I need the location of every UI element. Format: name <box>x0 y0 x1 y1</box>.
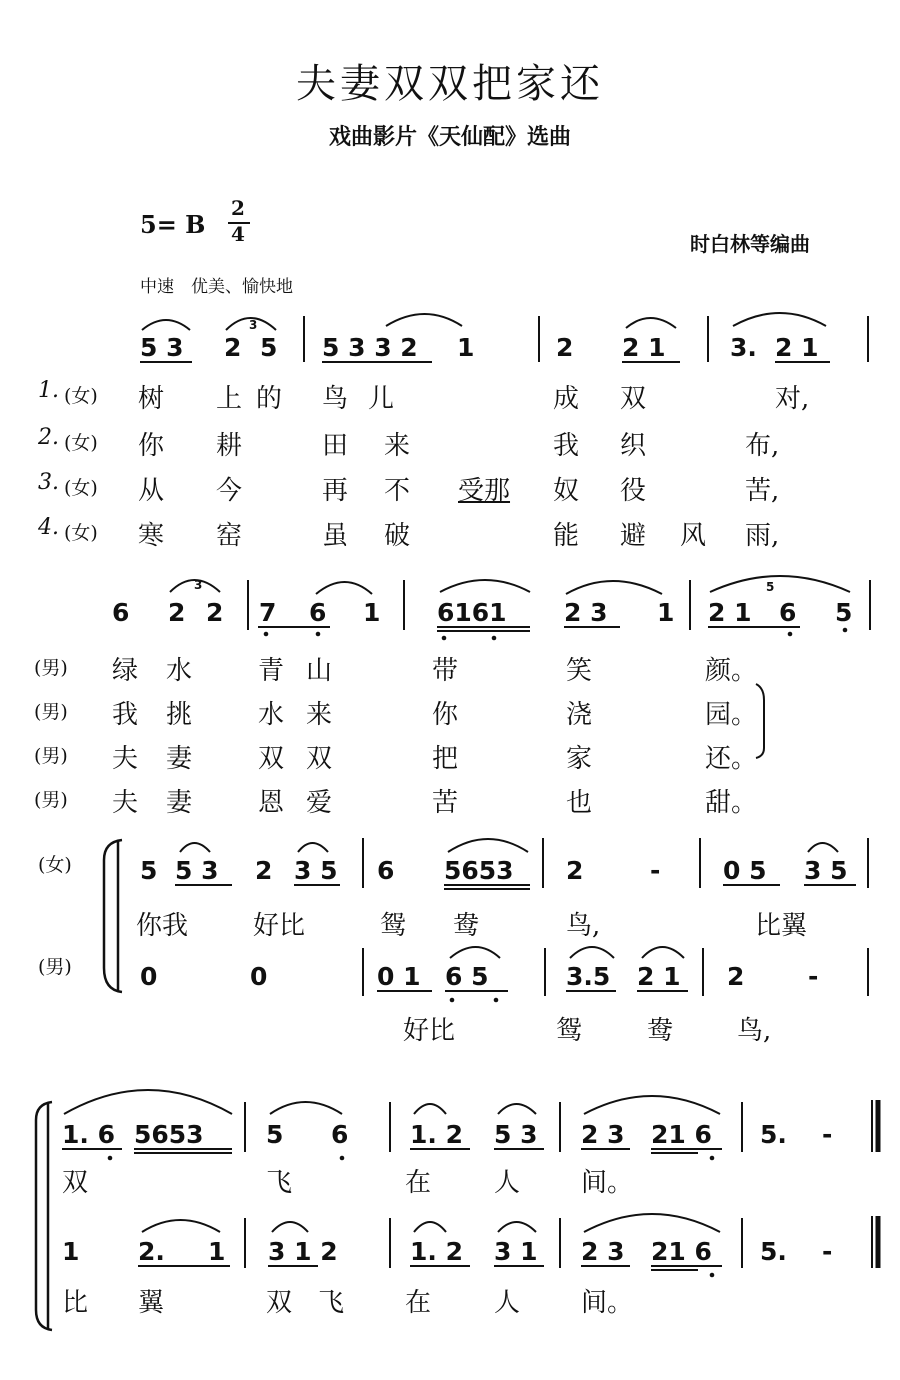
note-group: 1 <box>457 333 475 362</box>
lyric: 今 <box>216 476 243 506</box>
lyric: 苦 <box>432 788 459 818</box>
note-group: 6161 <box>437 598 507 627</box>
lyric: 好比 <box>253 911 306 941</box>
lyric: 挑 <box>166 700 193 730</box>
grace-note: 3 <box>249 318 258 332</box>
barlines <box>363 838 868 996</box>
note-group: 2 1 <box>775 333 819 362</box>
lyric: 颜。 <box>705 656 758 686</box>
note-group: 6 <box>779 598 797 627</box>
note-group: 21 6 <box>651 1237 712 1266</box>
note-group: 6 5 <box>445 962 489 991</box>
voice-role: (女) <box>64 432 98 454</box>
lyric: 妻 <box>166 788 193 818</box>
lyric: 成 <box>553 384 580 414</box>
system-brace <box>104 840 122 992</box>
note-group: 2. <box>138 1237 165 1266</box>
composer: 时白林等编曲 <box>690 232 810 256</box>
verse-number: 1. <box>38 378 59 403</box>
lyric: 园。 <box>705 700 758 730</box>
lyric: 还。 <box>705 744 758 774</box>
note-group: 2 <box>206 598 224 627</box>
note-group: 2 1 <box>622 333 666 362</box>
lyric: 雨, <box>745 521 780 551</box>
barlines <box>304 316 868 362</box>
beam-lines <box>258 627 800 631</box>
lyric: 浇 <box>566 700 593 730</box>
lyric: 鸯 <box>647 1016 674 1046</box>
lyric: 山 <box>306 656 333 686</box>
verse-number: 4. <box>38 515 59 540</box>
time-signature-top: 2 <box>231 196 245 220</box>
note-group: 21 6 <box>651 1120 712 1149</box>
lyric: 对, <box>775 384 810 414</box>
lyric: 带 <box>432 656 459 686</box>
lyric: 人 <box>494 1168 521 1198</box>
lyric: 鸟 <box>322 384 349 414</box>
lyric: 翼 <box>138 1288 165 1318</box>
lyric: 风 <box>680 521 707 551</box>
lyric: 笑 <box>566 656 593 686</box>
note-group: 5 3 <box>494 1120 538 1149</box>
note-group: 6 <box>331 1120 349 1149</box>
song-subtitle: 戏曲影片《天仙配》选曲 <box>328 124 571 150</box>
lyric: 苦, <box>745 476 780 506</box>
lyric: 寒 <box>138 521 165 551</box>
verse-number: 2. <box>38 425 59 450</box>
lyric: 也 <box>566 788 593 818</box>
lyric: 夫 <box>112 788 139 818</box>
lyric: 飞 <box>318 1288 345 1318</box>
lyric: 在 <box>405 1168 432 1198</box>
lyric: 从 <box>138 476 165 506</box>
note-group: 3 5 <box>804 856 848 885</box>
lyric: 间。 <box>581 1288 634 1318</box>
note-group: 3 1 <box>494 1237 538 1266</box>
note-group: - <box>650 856 661 885</box>
note-group: 5 <box>835 598 853 627</box>
note-group: 2 <box>224 333 242 362</box>
note-group: 5 3 3 2 <box>322 333 418 362</box>
lyric: 避 <box>620 521 647 551</box>
voice-role: (男) <box>38 956 72 978</box>
note-group: 5 <box>266 1120 284 1149</box>
lyric: 鸳 <box>556 1016 583 1046</box>
lyric: 恩 <box>258 788 285 818</box>
note-group: 1 <box>363 598 381 627</box>
lyric: 树 <box>138 384 165 414</box>
key-signature: 5= B <box>140 210 206 239</box>
slurs <box>180 839 838 958</box>
lyric: 虽 <box>322 521 349 551</box>
lyric: 比翼 <box>755 911 808 941</box>
note-group: - <box>808 962 819 991</box>
note-group: 2 1 <box>708 598 752 627</box>
note-group: 2 <box>566 856 584 885</box>
lyric: 双 <box>306 744 333 774</box>
note-group: 5653 <box>134 1120 204 1149</box>
lyric: 役 <box>620 476 647 506</box>
note-group: 6 <box>377 856 395 885</box>
lyric: 水 <box>258 700 285 730</box>
lyric: 儿 <box>368 384 395 414</box>
note-group: 0 1 <box>377 962 421 991</box>
note-group: 1 <box>657 598 675 627</box>
octave-dots <box>450 998 499 1003</box>
note-group: 2 <box>727 962 745 991</box>
lyric: 田 <box>322 431 349 461</box>
lyric: 来 <box>384 431 411 461</box>
lyric: 来 <box>306 700 333 730</box>
note-group: - <box>822 1120 833 1149</box>
lyric: 再 <box>322 476 349 506</box>
slurs <box>170 576 850 594</box>
lyric: 青 <box>258 656 285 686</box>
lyric: 双 <box>258 744 285 774</box>
lyric: 夫 <box>112 744 139 774</box>
voice-role: (女) <box>64 477 98 499</box>
lyric: 飞 <box>266 1168 293 1198</box>
note-group: 5. <box>760 1120 787 1149</box>
verse-bracket <box>756 684 764 758</box>
grace-note: 5 <box>766 580 775 594</box>
lyric: 奴 <box>553 476 580 506</box>
lyric: 不 <box>384 476 411 506</box>
note-group: 7 <box>259 598 277 627</box>
lyric: 间。 <box>581 1168 634 1198</box>
note-group: 3 1 2 <box>268 1237 338 1266</box>
lyric: 水 <box>166 656 193 686</box>
time-signature-bottom: 4 <box>231 222 245 246</box>
note-group: 5 <box>260 333 278 362</box>
lyric: 比 <box>62 1288 89 1318</box>
grace-note: 3 <box>194 578 203 592</box>
lyric: 上 <box>216 384 243 414</box>
lyric: 鸟, <box>566 911 601 941</box>
note-group: 2 <box>168 598 186 627</box>
beam-lines <box>62 1149 722 1270</box>
note-group: 2 1 <box>637 962 681 991</box>
note-group: 2 3 <box>581 1237 625 1266</box>
note-group: 1 <box>208 1237 226 1266</box>
lyric: 甜。 <box>705 788 758 818</box>
note-group: 6 <box>112 598 130 627</box>
octave-dots <box>264 628 848 641</box>
lyric: 破 <box>384 521 411 551</box>
song-title: 夫妻双双把家还 <box>296 61 604 107</box>
lyric: 绿 <box>112 656 139 686</box>
note-group: 0 <box>250 962 268 991</box>
voice-role: (男) <box>34 657 68 679</box>
note-group: 5. <box>760 1237 787 1266</box>
slurs <box>64 1090 720 1232</box>
voice-role: (女) <box>64 522 98 544</box>
lyric: 受那 <box>458 476 511 506</box>
note-group: 5 3 <box>175 856 219 885</box>
voice-role: (男) <box>34 701 68 723</box>
note-group: 1. 6 <box>62 1120 115 1149</box>
beam-lines <box>175 885 856 991</box>
lyric: 人 <box>494 1288 521 1318</box>
note-group: 2 <box>556 333 574 362</box>
lyric: 的 <box>256 384 283 414</box>
lyric: 鸳 <box>380 911 407 941</box>
lyric: 好比 <box>403 1016 456 1046</box>
note-group: 1. 2 <box>410 1120 463 1149</box>
lyric: 在 <box>405 1288 432 1318</box>
note-group: 6 <box>309 598 327 627</box>
note-group: 1. 2 <box>410 1237 463 1266</box>
note-group: 5653 <box>444 856 514 885</box>
lyric: 家 <box>566 744 593 774</box>
lyric: 我 <box>112 700 139 730</box>
lyric: 布, <box>745 431 780 461</box>
barlines <box>245 1100 878 1268</box>
lyric: 能 <box>553 521 580 551</box>
tempo-marking: 中速 优美、愉快地 <box>140 277 293 297</box>
lyric: 织 <box>620 431 647 461</box>
lyric: 你 <box>432 700 459 730</box>
lyric: 我 <box>553 431 580 461</box>
lyric: 把 <box>432 744 459 774</box>
note-group: 3 5 <box>294 856 338 885</box>
note-group: 2 3 <box>581 1120 625 1149</box>
lyric: 鸟, <box>737 1016 772 1046</box>
note-group: 5 <box>140 856 158 885</box>
slurs <box>142 313 826 330</box>
lyric: 耕 <box>216 431 243 461</box>
note-group: 0 5 <box>723 856 767 885</box>
note-group: 3.5 <box>566 962 611 991</box>
note-group: 5 3 <box>140 333 184 362</box>
note-group: 2 <box>255 856 273 885</box>
lyric: 双 <box>620 384 647 414</box>
lyric: 鸯 <box>453 911 480 941</box>
barlines <box>248 580 870 630</box>
note-group: 3. <box>730 333 757 362</box>
lyric: 双 <box>62 1168 89 1198</box>
lyric: 爱 <box>306 788 333 818</box>
note-group: - <box>822 1237 833 1266</box>
voice-role: (女) <box>64 385 98 407</box>
note-group: 2 3 <box>564 598 608 627</box>
voice-role: (女) <box>38 854 72 876</box>
voice-role: (男) <box>34 745 68 767</box>
lyric: 你我 <box>136 911 189 941</box>
voice-role: (男) <box>34 789 68 811</box>
lyric: 窑 <box>216 521 243 551</box>
verse-number: 3. <box>38 470 59 495</box>
lyric: 你 <box>138 431 165 461</box>
lyric: 妻 <box>166 744 193 774</box>
note-group: 1 <box>62 1237 80 1266</box>
system-brace <box>36 1102 52 1330</box>
lyric: 双 <box>266 1288 293 1318</box>
note-group: 0 <box>140 962 158 991</box>
